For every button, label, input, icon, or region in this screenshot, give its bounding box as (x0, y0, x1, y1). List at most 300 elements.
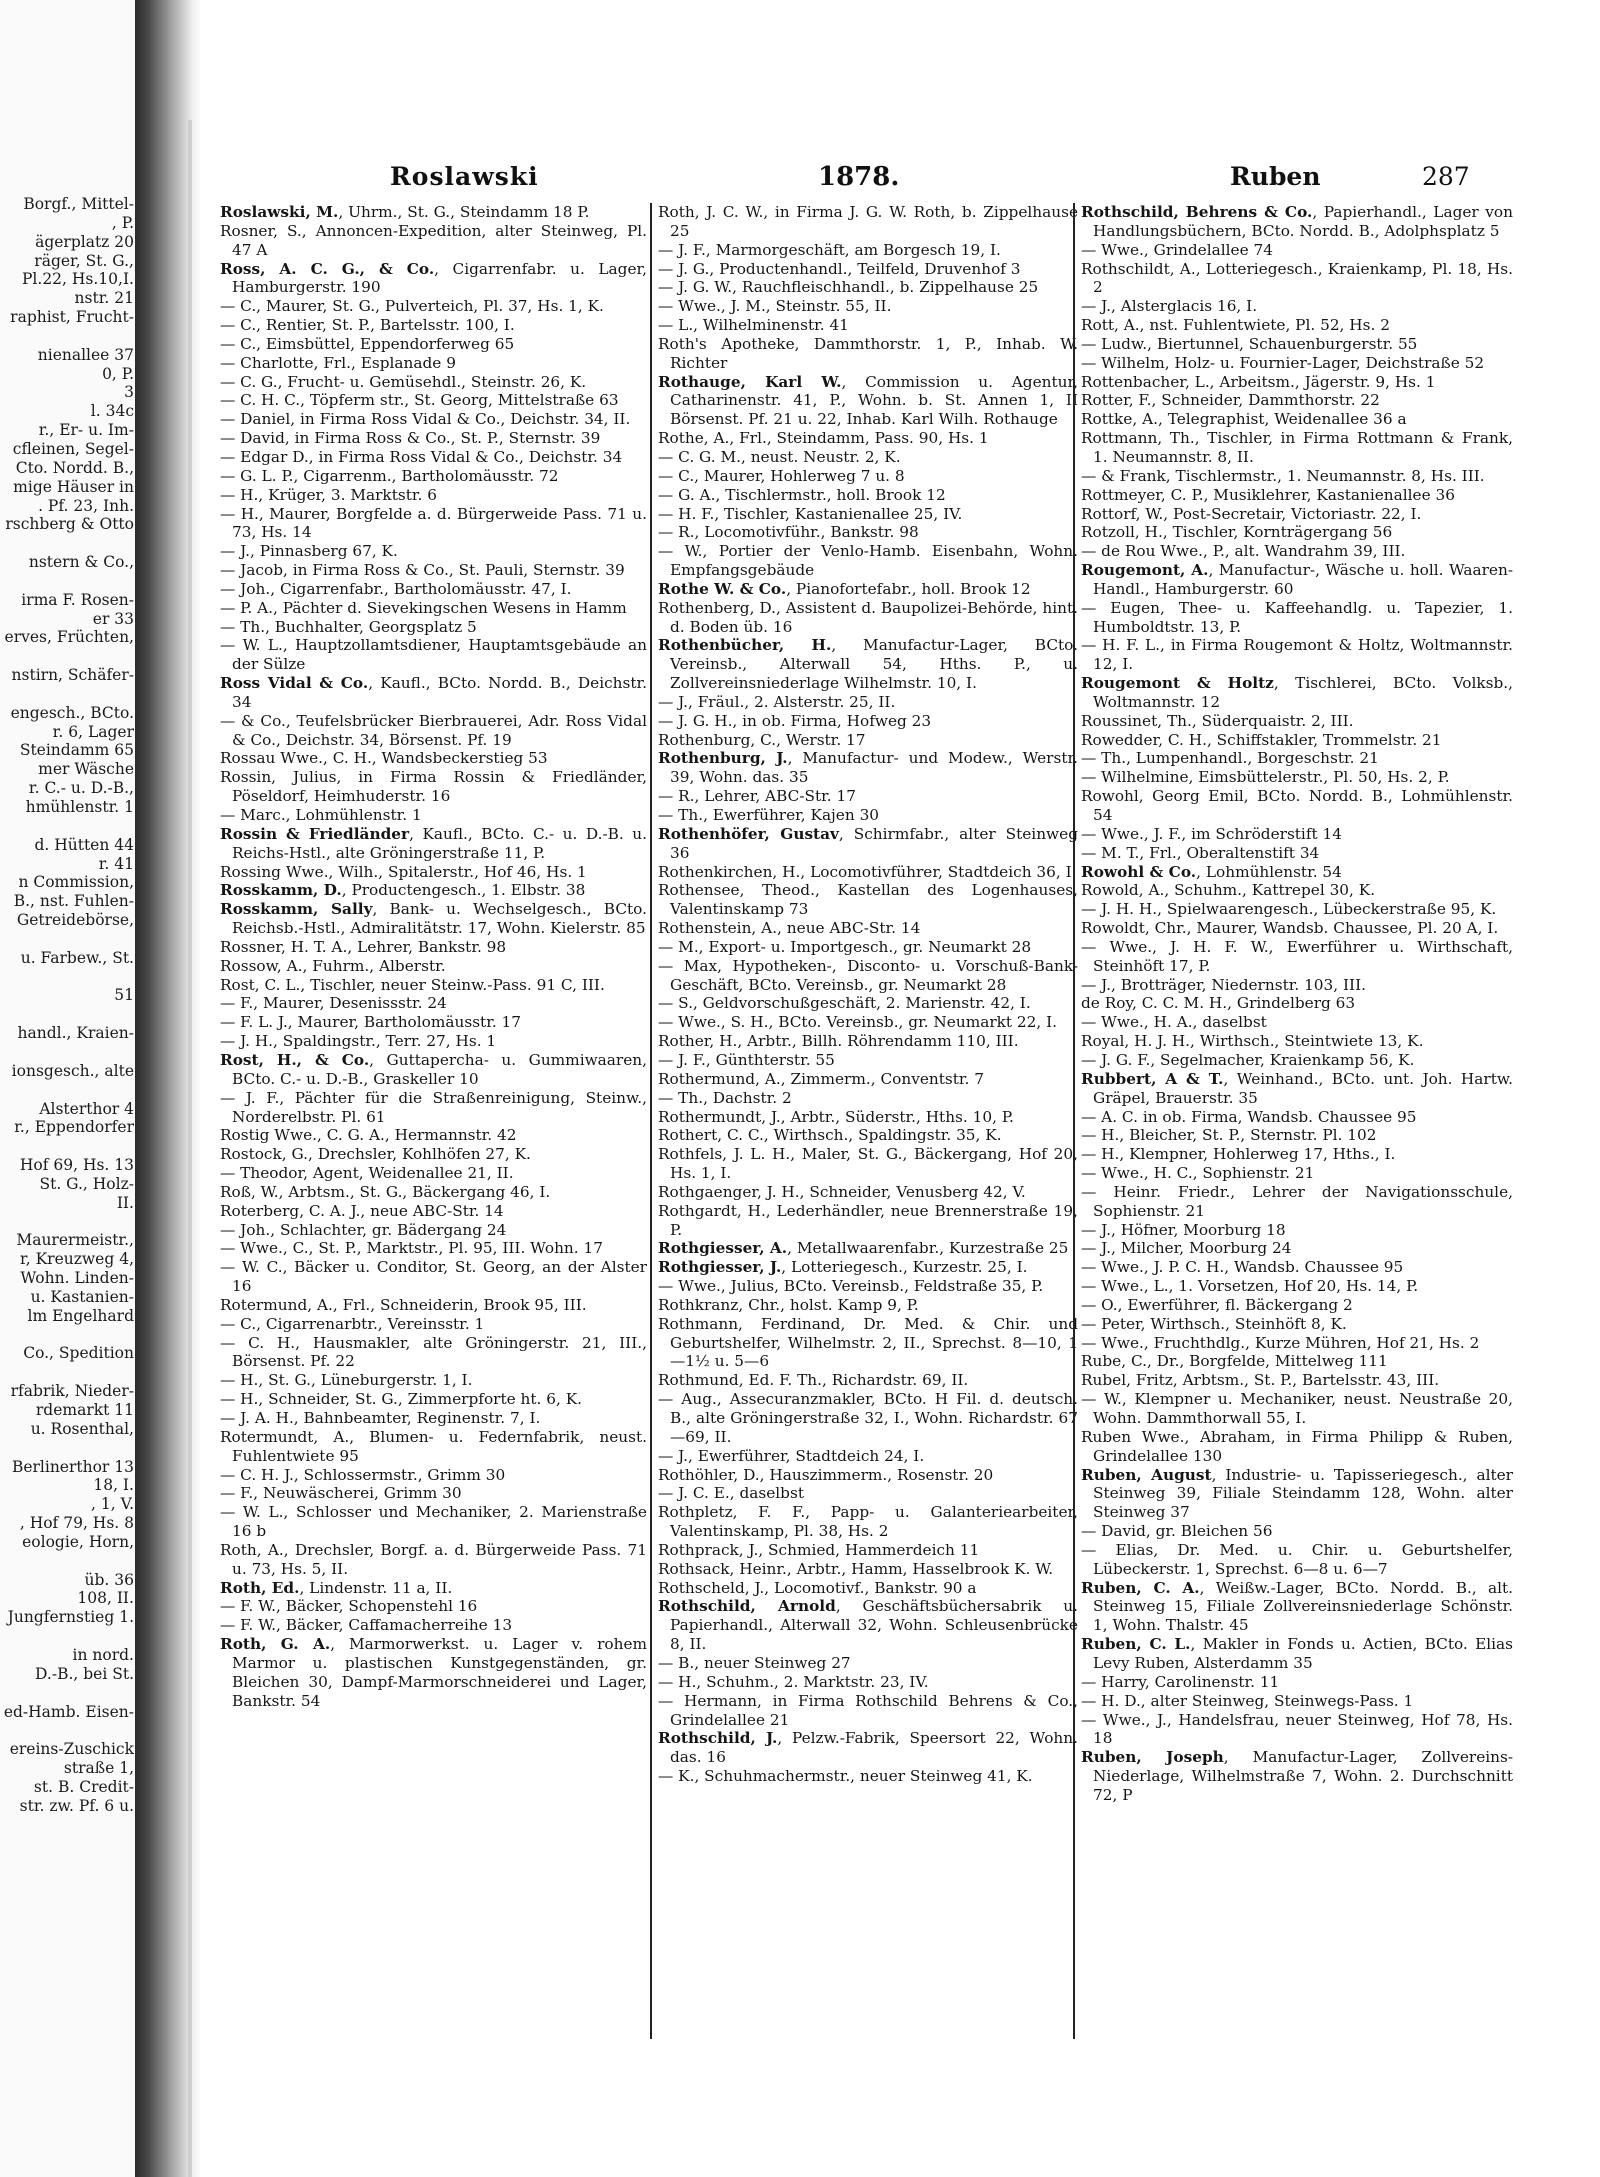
directory-entry (220, 1616, 647, 1635)
directory-entry (658, 1145, 1078, 1183)
entry-text: Rube, C., Dr., Borgfelde, Mittelweg 111 (1081, 1352, 1388, 1371)
directory-entry (220, 1145, 647, 1164)
directory-entry (658, 542, 1078, 580)
entry-text: — W., Klempner u. Mechaniker, neust. Neustraße 20, Wohn. Dammthorwall 55, I. (1081, 1390, 1513, 1427)
directory-entry (220, 1013, 647, 1032)
entry-text: Roth, A., Drechsler, Borgf. a. d. Bürgerweide Pass. 71 u. 73, Hs. 5, II. (220, 1540, 647, 1578)
facing-page-line: ionsgesch., alte (11, 1061, 134, 1080)
directory-entry (220, 994, 647, 1013)
directory-entry (1081, 561, 1513, 599)
facing-page-line (0, 930, 134, 949)
entry-text: Rotermundt, A., Blumen- u. Federnfabrik, neust. Fuhlentwiete 95 (220, 1427, 647, 1465)
facing-page-line: 108, II. (77, 1589, 134, 1608)
directory-entry (220, 1466, 647, 1485)
facing-page-line: üb. 36 (84, 1570, 134, 1589)
directory-entry (1081, 976, 1513, 995)
entry-name-bold: Roslawski, M. (220, 203, 339, 221)
directory-entry (1081, 1145, 1513, 1164)
directory-entry (1081, 787, 1513, 825)
directory-entry (1081, 900, 1513, 919)
directory-entry (658, 278, 1078, 297)
entry-text: — J. G., Productenhandl., Teilfeld, Druvenhof 3 (658, 259, 1021, 278)
entry-text: — Wwe., H. C., Sophienstr. 21 (1081, 1164, 1315, 1183)
directory-entry (1081, 919, 1513, 938)
facing-page-line: 51 (114, 986, 134, 1005)
facing-page-line (0, 647, 134, 666)
entry-text: — Wilhelm, Holz- u. Fournier-Lager, Deichstraße 52 (1081, 353, 1485, 372)
directory-entry (1081, 354, 1513, 373)
entry-text: Rottke, A., Telegraphist, Weidenallee 36 a (1081, 410, 1407, 429)
entry-text: , Metallwaarenfabr., Kurzestraße 25 (787, 1239, 1069, 1258)
entry-text: Rothe, A., Frl., Steindamm, Pass. 90, Hs. 1 (658, 429, 989, 448)
entry-text: — Wilhelmine, Eimsbüttelerstr., Pl. 50, Hs. 2, P. (1081, 768, 1450, 787)
facing-page-line: . Pf. 23, Inh. (38, 496, 134, 515)
directory-entry (658, 297, 1078, 316)
entry-text: — C., Maurer, St. G., Pulverteich, Pl. 37, Hs. 1, K. (220, 297, 604, 316)
directory-entry (658, 1183, 1078, 1202)
entry-text: , Manufactur-Lager, Zollvereins-Niederlage, Wilhelmstraße 7, Wohn. 2. Durchschnitt 72, P (1093, 1748, 1514, 1804)
directory-entry (220, 768, 647, 806)
entry-text: — C. G. M., neust. Neustr. 2, K. (658, 447, 901, 466)
entry-text: — Elias, Dr. Med. u. Chir. u. Geburtshelfer, Lübeckerstr. 1, Sprechst. 6—8 u. 6—7 (1081, 1540, 1513, 1578)
directory-entry (220, 297, 647, 316)
directory-entry (658, 599, 1078, 637)
directory-entry (220, 505, 647, 543)
directory-entry (220, 316, 647, 335)
facing-page-line: Alsterthor 4 (39, 1099, 134, 1118)
entry-text: Rottorf, W., Post-Secretair, Victoriastr. 22, I. (1081, 504, 1422, 523)
directory-entry (658, 731, 1078, 750)
facing-page-line: Wohn. Linden- (20, 1269, 134, 1288)
entry-text: — J., Brotträger, Niedernstr. 103, III. (1081, 975, 1366, 994)
entry-text: Rother, H., Arbtr., Billh. Röhrendamm 110, III. (658, 1032, 1019, 1051)
entry-text: Rothsack, Heinr., Arbtr., Hamm, Hasselbrook K. W. (658, 1559, 1054, 1578)
entry-text: — C., Cigarrenarbtr., Vereinsstr. 1 (220, 1314, 485, 1333)
directory-entry (658, 1277, 1078, 1296)
entry-name-bold: Rothenbücher, H. (658, 636, 832, 655)
directory-entry (220, 448, 647, 467)
directory-entry (658, 1579, 1078, 1598)
facing-page-line: u. Rosenthal, (30, 1419, 134, 1438)
entry-text: Roth, J. C. W., in Firma J. G. W. Roth, b. Zippelhause 25 (658, 203, 1078, 240)
facing-page-line (0, 1081, 134, 1100)
directory-entry (1081, 1221, 1513, 1240)
directory-entry (220, 335, 647, 354)
facing-page-line: r, Kreuzweg 4, (20, 1250, 134, 1269)
directory-entry (658, 1371, 1078, 1390)
facing-page-line: nstern & Co., (28, 553, 134, 572)
entry-text: — W. L., Schlosser und Mechaniker, 2. Marienstraße 16 b (220, 1503, 647, 1541)
entry-text: Roß, W., Arbtsm., St. G., Bäckergang 46, I. (220, 1182, 551, 1201)
entry-text: , Productengesch., 1. Elbstr. 38 (341, 881, 586, 900)
directory-column-2 (650, 203, 1078, 2039)
directory-entry (1081, 1692, 1513, 1711)
directory-entry (658, 1202, 1078, 1240)
entry-text: — J. F., Pächter für die Straßenreinigung, Steinw., Norderelbstr. Pl. 61 (220, 1088, 647, 1126)
entry-text: Rottenbacher, L., Arbeitsm., Jägerstr. 9, Hs. 1 (1081, 372, 1436, 391)
directory-entry (220, 486, 647, 505)
directory-entry (658, 1466, 1078, 1485)
entry-text: — H., Maurer, Borgfelde a. d. Bürgerweide Pass. 71 u. 73, Hs. 14 (220, 504, 647, 542)
directory-entry (220, 429, 647, 448)
facing-page-line (0, 534, 134, 553)
directory-entry (220, 1409, 647, 1428)
entry-text: — J., Ewerführer, Stadtdeich 24, I. (658, 1446, 925, 1465)
entry-text: — David, in Firma Ross & Co., St. P., Sternstr. 39 (220, 429, 601, 448)
facing-page-line: Steindamm 65 (19, 741, 134, 760)
facing-page-line (0, 1043, 134, 1062)
directory-entry (1081, 467, 1513, 486)
facing-page-line: r., Eppendorfer (14, 1118, 134, 1137)
directory-entry (658, 1296, 1078, 1315)
directory-entry (1081, 1315, 1513, 1334)
directory-entry (220, 957, 647, 976)
entry-text: — H. F., Tischler, Kastanienallee 25, IV. (658, 504, 963, 523)
directory-entry (220, 373, 647, 392)
facing-page-line: Berlinerthor 13 (11, 1457, 134, 1476)
entry-text: — Wwe., J., Handelsfrau, neuer Steinweg, Hof 78, Hs. 18 (1081, 1710, 1513, 1748)
facing-page-line (0, 1137, 134, 1156)
facing-page-line (0, 685, 134, 704)
entry-text: — J. G. H., in ob. Firma, Hofweg 23 (658, 711, 932, 730)
directory-entry (1081, 599, 1513, 637)
entry-text: Rothgardt, H., Lederhändler, neue Brennerstraße 19, P. (658, 1201, 1078, 1239)
directory-entry (220, 1126, 647, 1145)
facing-page-line: st. B. Credit- (33, 1777, 134, 1796)
entry-text: , Lotteriegesch., Kurzestr. 25, I. (781, 1258, 1028, 1277)
entry-text: Rost, C. L., Tischler, neuer Steinw.-Pass. 91 C, III. (220, 975, 605, 994)
entry-name-bold: Rothauge, Karl W. (658, 372, 842, 391)
entry-text: — Wwe., J. F., im Schröderstift 14 (1081, 824, 1342, 843)
directory-entry (1081, 410, 1513, 429)
entry-text: Rowold, A., Schuhm., Kattrepel 30, K. (1081, 881, 1376, 900)
facing-page-line: Jungfernstieg 1. (7, 1608, 134, 1627)
entry-text: — Joh., Cigarrenfabr., Bartholomäusstr. 47, I. (220, 579, 572, 598)
facing-page-line: , 1, V. (91, 1495, 134, 1514)
entry-text: Rothfels, J. L. H., Maler, St. G., Bäckergang, Hof 20, Hs. 1, I. (658, 1145, 1078, 1183)
facing-page-line: nienallee 37 (37, 345, 134, 364)
directory-entry (220, 1089, 647, 1127)
facing-page-line: u. Farbew., St. (20, 948, 134, 967)
facing-page-strip (0, 0, 135, 2177)
facing-page-line: cfleinen, Segel- (12, 439, 134, 458)
entry-text: , Lindenstr. 11 a, II. (299, 1578, 453, 1597)
entry-text: — J. C. E., daselbst (658, 1484, 804, 1503)
directory-entry (220, 1202, 647, 1221)
entry-text: — Th., Lumpenhandl., Borgeschstr. 21 (1081, 749, 1379, 768)
entry-text: — Wwe., H. A., daselbst (1081, 1013, 1267, 1032)
entry-name-bold: Ruben, C. A. (1081, 1578, 1200, 1597)
directory-entry (220, 618, 647, 637)
entry-text: Rotermund, A., Frl., Schneiderin, Brook 95, III. (220, 1295, 587, 1314)
entry-text: , Schirmfabr., alter Steinweg 36 (670, 824, 1078, 862)
directory-entry (658, 1315, 1078, 1372)
facing-page-line: St. G., Holz- (39, 1174, 134, 1193)
facing-page-line (0, 1439, 134, 1458)
directory-entry (220, 863, 647, 882)
directory-entry (220, 410, 647, 429)
facing-page-line: Pl.22, Hs.10,I. (22, 270, 134, 289)
entry-text: , Manufactur-Lager, BCto. Vereinsb., Alterwall 54, Hths. P., u. Zollvereinsniederlage Wilhelmstr. 10, I. (670, 636, 1078, 693)
directory-entry (1081, 994, 1513, 1013)
entry-text: — M., Export- u. Importgesch., gr. Neumarkt 28 (658, 937, 1032, 956)
entry-text: — C. H. J., Schlossermstr., Grimm 30 (220, 1465, 506, 1484)
entry-text: , Pelzw.-Fabrik, Speersort 22, Wohn. das. 16 (670, 1729, 1078, 1767)
directory-entry (1081, 316, 1513, 335)
facing-page-line: er 33 (92, 609, 134, 628)
entry-text: — H., Schuhm., 2. Marktstr. 23, IV. (658, 1672, 929, 1691)
facing-page-line (0, 572, 134, 591)
directory-entry (1081, 1579, 1513, 1636)
entry-name-bold: Rossin & Friedländer (220, 824, 410, 843)
entry-text: — J. H., Spaldingstr., Terr. 27, Hs. 1 (220, 1032, 497, 1051)
facing-page-line: r., Er- u. Im- (38, 421, 134, 440)
directory-entry (658, 486, 1078, 505)
directory-entry (658, 1597, 1078, 1654)
entry-text: Rothgaenger, J. H., Schneider, Venusberg 42, V. (658, 1182, 1026, 1201)
entry-text: , Weißw.-Lager, BCto. Nordd. B., alt. Steinweg 15, Filiale Zollvereinsniederlage Schönstr. 1, Wohn. Thalstr. 45 (1093, 1578, 1513, 1635)
entry-text: — Wwe., Grindelallee 74 (1081, 240, 1273, 259)
directory-entry (220, 1635, 647, 1710)
entry-text: Rott, A., nst. Fuhlentwiete, Pl. 52, Hs. 2 (1081, 316, 1390, 335)
directory-entry (1081, 768, 1513, 787)
directory-entry (1081, 1013, 1513, 1032)
directory-entry (220, 467, 647, 486)
entry-text: — & Co., Teufelsbrücker Bierbrauerei, Adr. Ross Vidal & Co., Deichstr. 34, Börsenst. Pf. 19 (220, 711, 647, 749)
directory-entry (1081, 731, 1513, 750)
entry-text: , Bank- u. Wechselgesch., BCto. Reichsb.-Hstl., Admiralitätstr. 17, Wohn. Kielerstr. 85 (232, 900, 647, 938)
entry-text: — J., Höfner, Moorburg 18 (1081, 1220, 1286, 1239)
entry-name-bold: Rothenburg, J. (658, 749, 788, 768)
book-gutter (135, 0, 203, 2177)
facing-page-line: r. 41 (98, 854, 134, 873)
directory-entry (220, 542, 647, 561)
directory-entry (1081, 863, 1513, 882)
entry-name-bold: Ruben, August (1081, 1465, 1212, 1484)
directory-entry (658, 787, 1078, 806)
entry-name-bold: Ruben, C. L. (1081, 1635, 1191, 1654)
entry-text: Rowoldt, Chr., Maurer, Wandsb. Chaussee, Pl. 20 A, I. (1081, 919, 1499, 938)
directory-entry (1081, 373, 1513, 392)
entry-text: , Papierhandl., Lager von Handlungsbüchern, BCto. Nordd. B., Adolphsplatz 5 (1093, 203, 1513, 240)
directory-entry (220, 1390, 647, 1409)
directory-entry (220, 1315, 647, 1334)
entry-text: Roth's Apotheke, Dammthorstr. 1, P., Inhab. W. Richter (658, 334, 1078, 372)
directory-entry (220, 1164, 647, 1183)
entry-text: , Lohmühlenstr. 54 (1196, 862, 1342, 881)
directory-entry (220, 636, 647, 674)
facing-page-line (0, 1721, 134, 1740)
entry-text: Rottmann, Th., Tischler, in Firma Rottmann & Frank, 1. Neumannstr. 8, II. (1081, 429, 1513, 466)
entry-name-bold: Roth, Ed. (220, 1578, 300, 1597)
directory-entry (220, 938, 647, 957)
facing-page-line (0, 1552, 134, 1571)
facing-page-line (0, 1005, 134, 1024)
entry-text: — W. C., Bäcker u. Conditor, St. Georg, an der Alster 16 (220, 1258, 647, 1296)
directory-entry (1081, 1108, 1513, 1127)
entry-text: , Industrie- u. Tapisseriegesch., alter Steinweg 39, Filiale Steindamm 128, Wohn. alter Steinweg 37 (1093, 1465, 1513, 1522)
running-head-left: Roslawski (390, 162, 539, 191)
entry-text: Rostig Wwe., C. G. A., Hermannstr. 42 (220, 1126, 517, 1145)
directory-entry (1081, 1334, 1513, 1353)
facing-page-line: II. (116, 1193, 134, 1212)
directory-entry (658, 467, 1078, 486)
directory-entry (1081, 1126, 1513, 1145)
entry-text: Rothmund, Ed. F. Th., Richardstr. 69, II. (658, 1371, 969, 1390)
directory-entry (220, 881, 647, 900)
directory-entry (1081, 1748, 1513, 1805)
directory-entry (1081, 938, 1513, 976)
entry-text: — G. L. P., Cigarrenm., Bartholomäusstr. 72 (220, 466, 559, 485)
page-number: 287 (1422, 162, 1470, 191)
entry-text: , Manufactur-, Wäsche u. holl. Waaren-Handl., Hamburgerstr. 60 (1093, 561, 1513, 598)
facing-page-line: B., nst. Fuhlen- (13, 892, 134, 911)
entry-text: — L., Wilhelminenstr. 41 (658, 316, 849, 335)
directory-entry (658, 1258, 1078, 1277)
directory-entry (658, 335, 1078, 373)
directory-entry (1081, 1711, 1513, 1749)
entry-text: Rothscheld, J., Locomotivf., Bankstr. 90 a (658, 1578, 977, 1597)
directory-entry (1081, 1522, 1513, 1541)
directory-entry (1081, 1277, 1513, 1296)
entry-name-bold: Rosskamm, D. (220, 881, 342, 900)
directory-entry (658, 863, 1078, 882)
facing-page-line (0, 1363, 134, 1382)
entry-text: — O., Ewerführer, fl. Bäckergang 2 (1081, 1295, 1353, 1314)
facing-page-line (0, 1326, 134, 1345)
entry-text: — A. C. in ob. Firma, Wandsb. Chaussee 95 (1081, 1107, 1417, 1126)
entry-text: Roussinet, Th., Süderquaistr. 2, III. (1081, 711, 1354, 730)
entry-text: — H. F. L., in Firma Rougemont & Holtz, Woltmannstr. 12, I. (1081, 636, 1513, 674)
directory-entry (220, 391, 647, 410)
directory-entry (658, 316, 1078, 335)
entry-text: — Wwe., Julius, BCto. Vereinsb., Feldstraße 35, P. (658, 1277, 1044, 1296)
entry-text: Ruben Wwe., Abraham, in Firma Philipp & Ruben, Grindelallee 130 (1081, 1427, 1513, 1465)
entry-text: — Aug., Assecuranzmakler, BCto. H Fil. d. deutsch. B., alte Gröningerstraße 32, I., Wohn. Richardstr. 67—69, II. (658, 1390, 1078, 1446)
facing-page-line: erves, Früchten, (4, 628, 134, 647)
entry-text: , Commission u. Agentur, Catharinenstr. 41, P., Wohn. b. St. Annen 1, II Börsenst. Pf. 21 u. 22, Inhab. Karl Wilh. Rothauge (670, 372, 1078, 429)
facing-page-line: rfabrik, Nieder- (10, 1382, 134, 1401)
entry-text: Rothkranz, Chr., holst. Kamp 9, P. (658, 1295, 919, 1314)
directory-entry (1081, 825, 1513, 844)
entry-text: — Charlotte, Frl., Esplanade 9 (220, 353, 456, 372)
facing-page-line: räger, St. G., (34, 251, 134, 270)
entry-text: Rotzoll, H., Tischler, Kornträgergang 56 (1081, 523, 1393, 542)
directory-entry (1081, 335, 1513, 354)
entry-text: , Kaufl., BCto. Nordd. B., Deichstr. 34 (232, 674, 647, 711)
facing-page-line: Co., Spedition (23, 1344, 134, 1363)
entry-name-bold: Roth, G. A. (220, 1635, 331, 1654)
facing-page-line: nstirn, Schäfer- (11, 666, 134, 685)
entry-text: — G. A., Tischlermstr., holl. Brook 12 (658, 485, 946, 504)
entry-text: — R., Lehrer, ABC-Str. 17 (658, 787, 856, 806)
facing-page-line (0, 327, 134, 346)
entry-text: Rothmann, Ferdinand, Dr. Med. & Chir. und Geburtshelfer, Wilhelmstr. 2, II., Sprechst. 8—10, 1—1½ u. 5—6 (658, 1314, 1078, 1371)
entry-text: — Marc., Lohmühlenstr. 1 (220, 806, 422, 824)
directory-entry (1081, 297, 1513, 316)
entry-text: — Daniel, in Firma Ross Vidal & Co., Deichstr. 34, II. (220, 410, 631, 429)
entry-text: — Peter, Wirthsch., Steinhöft 8, K. (1081, 1314, 1347, 1333)
entry-text: — J., Pinnasberg 67, K. (220, 542, 398, 561)
entry-name-bold: Rost, H., & Co. (220, 1050, 370, 1069)
directory-entry (220, 1296, 647, 1315)
entry-text: — H., Bleicher, St. P., Sternstr. Pl. 102 (1081, 1126, 1377, 1145)
directory-entry (658, 1484, 1078, 1503)
entry-text: — J. F., Günthterstr. 55 (658, 1050, 835, 1069)
directory-entry (658, 1126, 1078, 1145)
entry-text: , Guttapercha- u. Gummiwaaren, BCto. C.- u. D.-B., Graskeller 10 (232, 1050, 647, 1088)
facing-page-line (0, 1213, 134, 1232)
entry-text: — C. H., Hausmakler, alte Gröningerstr. 21, III., Börsenst. Pf. 22 (220, 1333, 647, 1371)
directory-entry (220, 1541, 647, 1579)
entry-text: Rossin, Julius, in Firma Rossin & Friedländer, Pöseldorf, Heimhuderstr. 16 (220, 768, 647, 806)
directory-page (200, 0, 1600, 2177)
entry-text: — Ludw., Biertunnel, Schauenburgerstr. 55 (1081, 334, 1418, 353)
entry-text: — Wwe., J. P. C. H., Wandsb. Chaussee 95 (1081, 1258, 1404, 1277)
entry-text: Rubel, Fritz, Arbtsm., St. P., Bartelsstr. 43, III. (1081, 1371, 1440, 1390)
entry-text: — H., Schneider, St. G., Zimmerpforte ht. 6, K. (220, 1390, 583, 1409)
directory-entry (220, 1371, 647, 1390)
entry-text: — Wwe., Fruchthdlg., Kurze Mühren, Hof 21, Hs. 2 (1081, 1333, 1480, 1352)
entry-text: Rothenkirchen, H., Locomotivführer, Stadtdeich 36, I. (658, 862, 1077, 881)
entry-text: — F., Neuwäscherei, Grimm 30 (220, 1484, 462, 1503)
entry-text: — J. G. F., Segelmacher, Kraienkamp 56, K. (1081, 1050, 1415, 1069)
facing-page-line: Cto. Nordd. B., (15, 458, 134, 477)
directory-entry (1081, 429, 1513, 467)
entry-text: Rothermund, A., Zimmerm., Conventstr. 7 (658, 1069, 984, 1088)
facing-page-line: 0, P. (102, 364, 134, 383)
entry-text: — K., Schuhmachermstr., neuer Steinweg 41, K. (658, 1767, 1033, 1786)
facing-page-line: Borgf., Mittel- (23, 195, 134, 213)
directory-entry (220, 203, 647, 222)
entry-text: — P. A., Pächter d. Sievekingschen Wesens in Hamm (220, 598, 627, 617)
directory-entry (658, 203, 1078, 241)
entry-text: , Geschäftsbüchersabrik u. Papierhandl., Alterwall 32, Wohn. Schleusenbrücke 8, II. (670, 1597, 1078, 1654)
facing-page-line: handl., Kraien- (17, 1024, 134, 1043)
entry-text: Rossow, A., Fuhrm., Alberstr. (220, 956, 446, 975)
directory-entry (658, 749, 1078, 787)
entry-text: , Tischlerei, BCto. Volksb., Woltmannstr. 12 (1093, 674, 1513, 711)
directory-entry (220, 599, 647, 618)
entry-text: Rowohl, Georg Emil, BCto. Nordd. B., Lohmühlenstr. 54 (1081, 787, 1513, 824)
entry-text: , Manufactur- und Modew., Werstr. 39, Wohn. das. 35 (670, 749, 1078, 787)
directory-column-3 (1073, 203, 1513, 2039)
entry-text: Rostock, G., Drechsler, Kohlhöfen 27, K. (220, 1145, 531, 1164)
entry-text: Rossau Wwe., C. H., Wandsbeckerstieg 53 (220, 749, 548, 768)
directory-entry (220, 1032, 647, 1051)
entry-name-bold: Rothenhöfer, Gustav (658, 824, 839, 843)
facing-page-line (0, 1627, 134, 1646)
entry-name-bold: Rothe W. & Co. (658, 579, 787, 598)
entry-text: — J. F., Marmorgeschäft, am Borgesch 19, I. (658, 240, 1001, 259)
directory-entry (658, 1032, 1078, 1051)
entry-name-bold: Rothschild, Arnold (658, 1597, 836, 1616)
directory-entry (1081, 749, 1513, 768)
entry-text: — Harry, Carolinenstr. 11 (1081, 1672, 1280, 1691)
entry-text: — C., Eimsbüttel, Eppendorferweg 65 (220, 334, 515, 353)
facing-page-line: Hof 69, Hs. 13 (19, 1156, 134, 1175)
directory-entry (220, 561, 647, 580)
entry-text: Rothenberg, D., Assistent d. Baupolizei-Behörde, hint. d. Boden üb. 16 (658, 598, 1078, 636)
directory-entry (658, 429, 1078, 448)
entry-text: — David, gr. Bleichen 56 (1081, 1522, 1273, 1541)
entry-text: , Makler in Fonds u. Actien, BCto. Elias Levy Ruben, Alsterdamm 35 (1093, 1635, 1513, 1672)
directory-entry (658, 881, 1078, 919)
page-header (200, 162, 1600, 196)
directory-entry (1081, 636, 1513, 674)
directory-entry (220, 580, 647, 599)
entry-text: — J., Milcher, Moorburg 24 (1081, 1239, 1292, 1258)
